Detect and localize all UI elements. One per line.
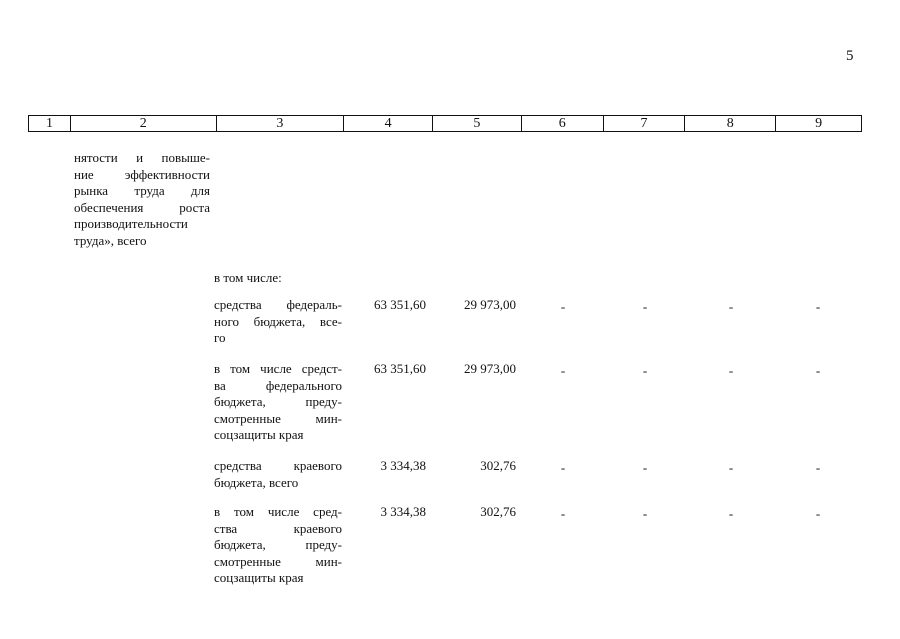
row-label-federal-total — [214, 297, 342, 347]
row2-col4-value: 63 351,60 — [374, 361, 426, 376]
header-cell-8: 8 — [685, 116, 776, 131]
row3-col8-dash: - — [728, 460, 734, 475]
text-line: обеспечения роста — [74, 199, 210, 215]
row3-col9-dash: - — [815, 460, 821, 475]
text-line: ние эффективности — [74, 166, 210, 182]
row4-col5-value: 302,76 — [480, 504, 516, 519]
row-label-regional-total — [214, 458, 342, 491]
row1-col9-dash: - — [815, 299, 821, 314]
header-cell-7: 7 — [604, 116, 686, 131]
row4-col7-dash: - — [642, 506, 648, 521]
row1-col7-dash: - — [642, 299, 648, 314]
text-line: смотренные мин- — [214, 410, 342, 426]
row-label-regional-minsoc — [214, 504, 342, 587]
text-line: ства краевого — [214, 520, 342, 536]
text-line: бюджета, всего — [214, 474, 299, 490]
text-line: смотренные мин- — [214, 553, 342, 569]
row4-col9-dash: - — [815, 506, 821, 521]
row3-col5-value: 302,76 — [480, 458, 516, 473]
text-line: нятости и повыше- — [74, 150, 210, 165]
table-header-row — [28, 115, 862, 132]
row3-col7-dash: - — [642, 460, 648, 475]
row1-col4-value: 63 351,60 — [374, 297, 426, 312]
header-cell-3: 3 — [217, 116, 345, 131]
header-cell-2: 2 — [71, 116, 217, 131]
row1-col6-dash: - — [560, 299, 566, 314]
text-line: го — [214, 330, 226, 345]
row2-col7-dash: - — [642, 363, 648, 378]
row4-col6-dash: - — [560, 506, 566, 521]
row2-col8-dash: - — [728, 363, 734, 378]
row1-col8-dash: - — [728, 299, 734, 314]
text-line: средства краевого — [214, 458, 342, 473]
row4-col8-dash: - — [728, 506, 734, 521]
text-line: соцзащиты края — [214, 427, 304, 442]
text-line: в том числе сред- — [214, 504, 342, 519]
row4-col4-value: 3 334,38 — [380, 504, 426, 519]
header-cell-9: 9 — [815, 116, 823, 131]
header-cell-6: 6 — [522, 116, 604, 131]
row-label-federal-minsoc — [214, 361, 342, 444]
text-line: средства федераль- — [214, 297, 342, 312]
row3-col6-dash: - — [560, 460, 566, 475]
row2-col5-value: 29 973,00 — [464, 361, 516, 376]
text-line: бюджета, преду- — [214, 394, 342, 409]
text-line: труда», всего — [74, 232, 147, 248]
text-line: производительности — [74, 216, 188, 231]
row2-col6-dash: - — [560, 363, 566, 378]
text-line: в том числе средст- — [214, 361, 342, 376]
text-line: бюджета, преду- — [214, 537, 342, 552]
row3-col4-value: 3 334,38 — [380, 458, 426, 473]
page-number: 5 — [846, 48, 854, 64]
row1-col5-value: 29 973,00 — [464, 297, 516, 312]
text-line: рынка труда для — [74, 183, 210, 198]
text-line: соцзащиты края — [214, 570, 304, 585]
header-cell-5: 5 — [433, 116, 522, 131]
row2-col9-dash: - — [815, 363, 821, 378]
in-that-number-label: в том числе: — [214, 270, 282, 285]
text-line: ва федерального — [214, 377, 342, 393]
text-line: ного бюджета, все- — [214, 313, 342, 329]
header-cell-1: 1 — [29, 116, 71, 131]
header-cell-4: 4 — [344, 116, 433, 131]
program-name-continuation — [74, 150, 210, 249]
